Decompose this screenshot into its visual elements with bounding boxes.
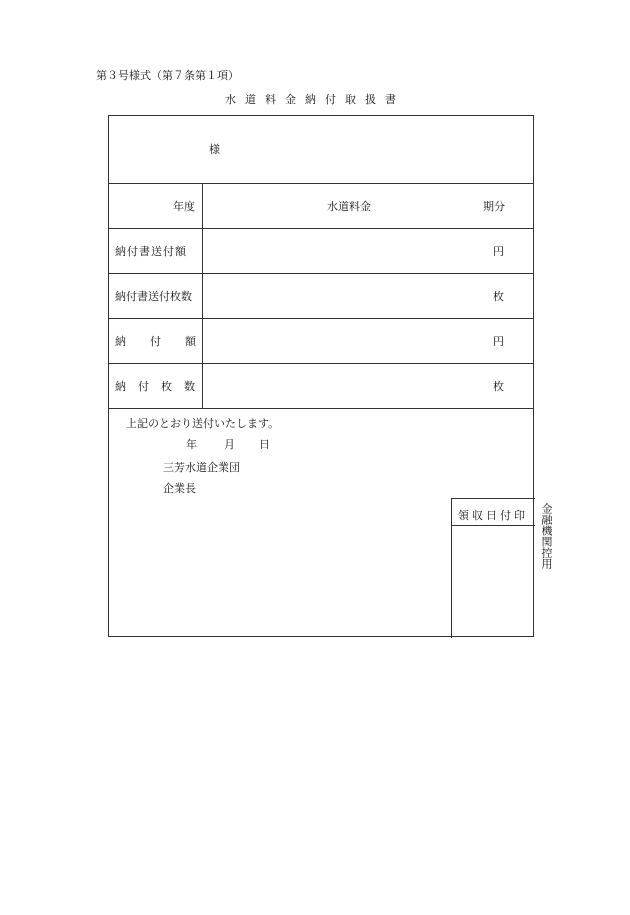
term-label: 期分: [483, 200, 505, 213]
date-day: 日: [259, 438, 270, 451]
date-month: 月: [224, 438, 235, 451]
organization-name: 三芳水道企業団: [163, 461, 240, 474]
row-unit-yen: 円: [493, 335, 504, 348]
signer-title: 企業長: [163, 482, 196, 495]
side-note: 金融機関控用: [540, 503, 553, 569]
year-label: 年度: [173, 200, 195, 213]
row-divider: [109, 183, 533, 184]
receipt-stamp-header: [452, 498, 535, 526]
row-label-paid-count: 納付枚数: [115, 380, 207, 393]
date-year: 年: [186, 438, 197, 451]
row-unit-sheets: 枚: [493, 290, 504, 303]
row-divider: [109, 318, 533, 319]
row-divider: [109, 363, 533, 364]
addressee-suffix: 様: [209, 143, 220, 156]
form-number: 第３号様式（第７条第１項）: [96, 69, 239, 82]
row-divider: [109, 273, 533, 274]
document-title: 水道料金納付取扱書: [225, 93, 405, 106]
column-divider: [202, 183, 203, 408]
receipt-stamp-box: [451, 498, 535, 638]
fee-label: 水道料金: [327, 200, 371, 213]
message: 上記のとおり送付いたします。: [126, 417, 280, 430]
row-label-sent-count: 納付書送付枚数: [115, 290, 192, 303]
receipt-stamp-label: 領収日付印: [458, 509, 528, 522]
row-label-paid-amount: 納付額: [115, 335, 220, 348]
row-divider: [109, 228, 533, 229]
row-divider: [109, 408, 533, 409]
form-table: [108, 115, 534, 637]
row-label-sent-amount: 納付書送付額: [115, 245, 187, 258]
row-unit-yen: 円: [493, 245, 504, 258]
row-unit-sheets: 枚: [493, 380, 504, 393]
